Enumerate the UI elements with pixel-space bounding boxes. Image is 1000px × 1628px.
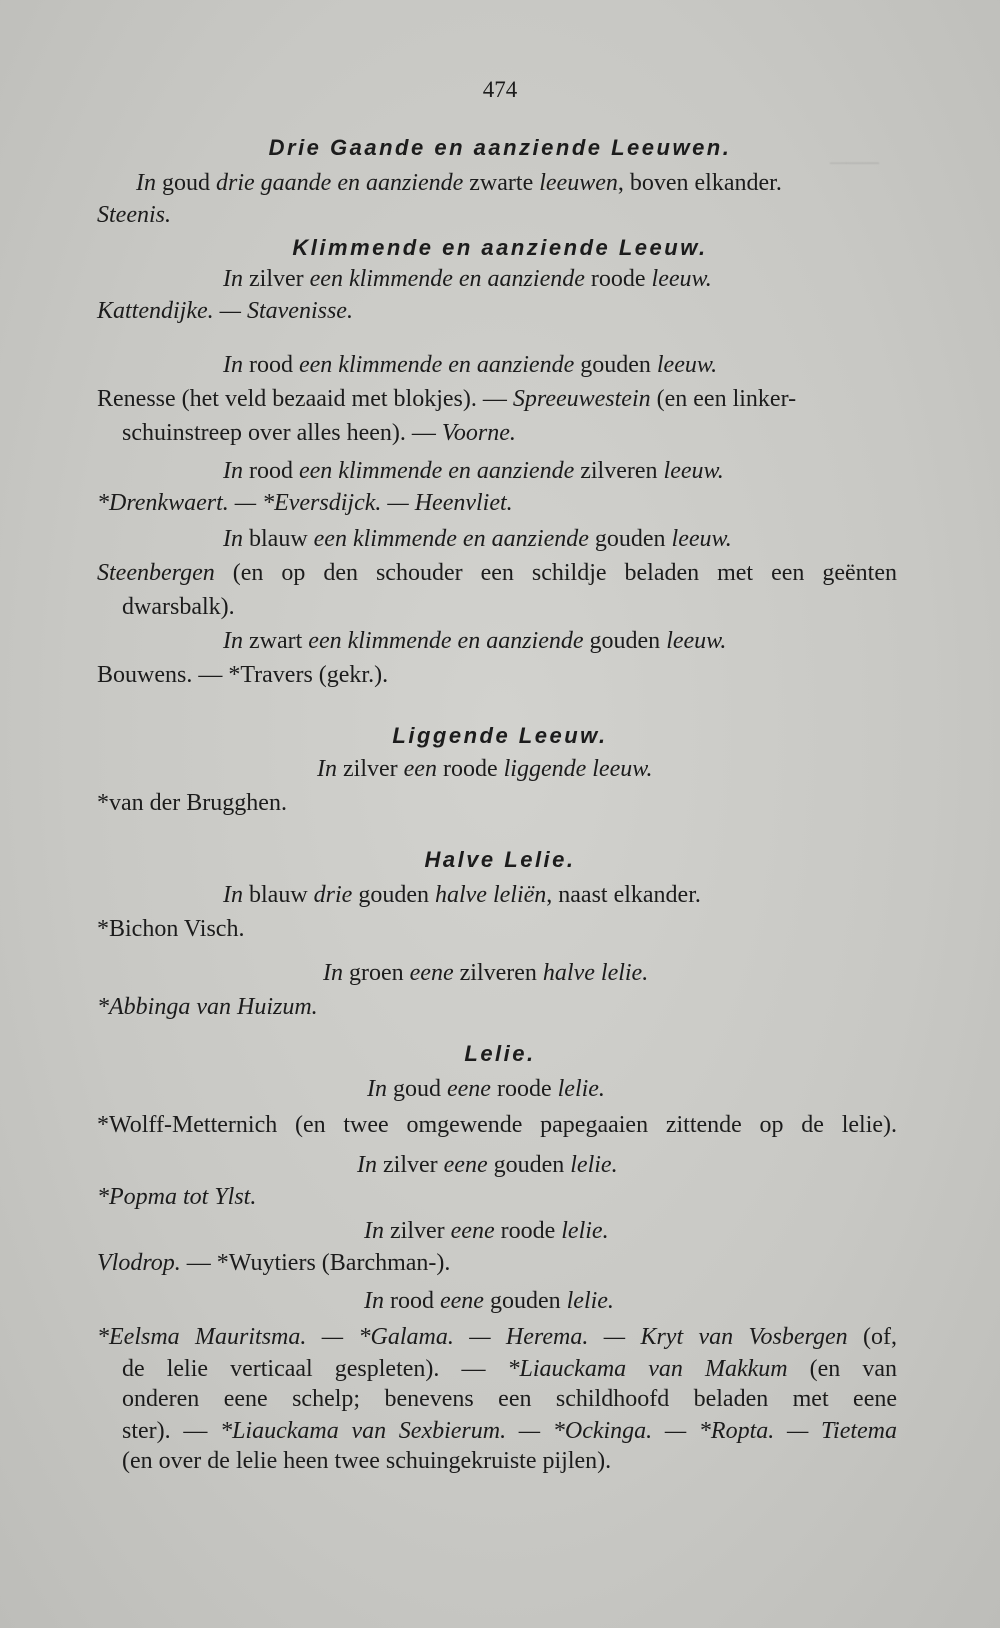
italic-text: In bbox=[367, 1076, 387, 1102]
italic-text: Spreeuwestein bbox=[512, 386, 651, 412]
italic-text: halve leliën bbox=[434, 882, 547, 908]
text-line bbox=[97, 488, 513, 518]
italic-text: In bbox=[357, 1152, 377, 1178]
roman-text: (en een linker- bbox=[650, 386, 797, 412]
italic-text: lelie. bbox=[557, 1076, 605, 1102]
roman-text: gouden bbox=[352, 882, 435, 908]
italic-text: drie bbox=[313, 882, 353, 908]
roman-text: gouden bbox=[483, 1288, 567, 1314]
text-line bbox=[97, 914, 244, 944]
roman-text: zilver bbox=[384, 1218, 451, 1244]
text-line bbox=[223, 456, 724, 486]
roman-text: (en over de lelie heen twee schuingekruiste pijlen). bbox=[122, 1448, 612, 1474]
italic-text: eene bbox=[447, 1076, 491, 1102]
roman-text: rood bbox=[384, 1288, 440, 1314]
roman-text: rood bbox=[243, 458, 299, 484]
roman-text: (en van bbox=[787, 1356, 897, 1382]
roman-text: Bouwens. — *Travers (gekr.). bbox=[97, 662, 389, 688]
page-number: 474 bbox=[482, 77, 518, 102]
italic-text: In bbox=[223, 352, 243, 378]
text-line bbox=[97, 1182, 256, 1212]
italic-text: *Popma tot Ylst. bbox=[97, 1184, 257, 1210]
roman-text: ster). — bbox=[122, 1418, 221, 1444]
text-line bbox=[97, 1248, 450, 1278]
roman-text: roode bbox=[494, 1218, 562, 1244]
italic-text: In bbox=[323, 960, 343, 986]
italic-text: *Liauckama van Sexbierum. — *Ockinga. — *Ropta. — Tietema bbox=[220, 1418, 898, 1444]
section-heading: Liggende Leeuw. bbox=[392, 723, 608, 748]
italic-text: In bbox=[223, 458, 243, 484]
text-line bbox=[97, 384, 796, 414]
roman-text: Renesse (het veld bezaaid met blokjes). — bbox=[97, 386, 513, 412]
roman-text: goud bbox=[156, 170, 216, 196]
italic-text: eene bbox=[440, 1288, 484, 1314]
italic-text: een klimmende en aanziende bbox=[299, 458, 575, 484]
roman-text: zwart bbox=[243, 628, 309, 654]
text-line bbox=[357, 1150, 618, 1180]
roman-text: *van der Brugghen. bbox=[97, 790, 287, 816]
roman-text: blauw bbox=[243, 526, 314, 552]
roman-text: blauw bbox=[243, 882, 314, 908]
text-line bbox=[317, 754, 652, 784]
text-line bbox=[122, 1446, 611, 1476]
roman-text: (of, bbox=[847, 1324, 897, 1350]
text-line bbox=[97, 1110, 897, 1140]
italic-text: *Eelsma Mauritsma. — *Galama. — Herema. — Kryt van Vosbergen bbox=[97, 1324, 848, 1350]
italic-text: Steenis. bbox=[97, 202, 171, 228]
text-line bbox=[136, 168, 782, 198]
roman-text: gouden bbox=[487, 1152, 571, 1178]
text-line bbox=[97, 200, 171, 230]
roman-text: *Wolff-Metternich (en twee omgewende papegaaien zittende op de lelie). bbox=[97, 1112, 897, 1138]
italic-text: een klimmende en aanziende bbox=[309, 266, 585, 292]
roman-text: dwarsbalk). bbox=[122, 594, 235, 620]
italic-text: eene bbox=[409, 960, 454, 986]
text-line bbox=[223, 524, 732, 554]
italic-text: lelie. bbox=[570, 1152, 618, 1178]
text-line bbox=[122, 1416, 897, 1446]
text-line bbox=[97, 558, 897, 588]
text-line bbox=[122, 592, 235, 622]
text-line bbox=[223, 880, 701, 910]
text-line bbox=[223, 626, 726, 656]
text-line bbox=[364, 1286, 614, 1316]
roman-text: onderen eene schelp; benevens een schildhoofd beladen met eene bbox=[122, 1386, 897, 1412]
italic-text: halve lelie. bbox=[542, 960, 649, 986]
roman-text: (en op den schouder een schildje beladen met een geënten bbox=[214, 560, 897, 586]
roman-text: zilveren bbox=[574, 458, 664, 484]
italic-text: In bbox=[223, 266, 243, 292]
italic-text: leeuw. bbox=[651, 266, 712, 292]
roman-text: zilver bbox=[243, 266, 310, 292]
italic-text: In bbox=[317, 756, 337, 782]
italic-text: In bbox=[223, 628, 243, 654]
italic-text: eene bbox=[450, 1218, 495, 1244]
italic-text: een klimmende en aanziende bbox=[313, 526, 589, 552]
italic-text: Vlodrop. bbox=[97, 1250, 181, 1276]
text-line bbox=[97, 296, 353, 326]
text-line bbox=[223, 264, 712, 294]
roman-text: roode bbox=[436, 756, 504, 782]
roman-text: roode bbox=[584, 266, 652, 292]
italic-text: leeuwen bbox=[539, 170, 618, 196]
italic-text: liggende leeuw. bbox=[503, 756, 653, 782]
roman-text: , boven elkander. bbox=[617, 170, 782, 196]
italic-text: eene bbox=[443, 1152, 488, 1178]
italic-text: In bbox=[136, 170, 156, 196]
text-line bbox=[323, 958, 648, 988]
text-line bbox=[122, 1384, 897, 1414]
roman-text: groen bbox=[343, 960, 410, 986]
text-line bbox=[367, 1074, 605, 1104]
section-heading: Halve Lelie. bbox=[424, 847, 576, 872]
section-heading: Drie Gaande en aanziende Leeuwen. bbox=[268, 135, 732, 160]
italic-text: drie gaande en aanziende bbox=[216, 170, 464, 196]
roman-text: — *Wuytiers (Barchman-). bbox=[180, 1250, 451, 1276]
italic-text: *Liauckama van Makkum bbox=[507, 1356, 788, 1382]
roman-text: *Bichon Visch. bbox=[97, 916, 245, 942]
italic-text: Steenbergen bbox=[97, 560, 215, 586]
italic-text: In bbox=[223, 526, 243, 552]
text-line bbox=[122, 1354, 897, 1384]
text-line bbox=[97, 1322, 897, 1352]
roman-text: zwarte bbox=[463, 170, 540, 196]
roman-text: gouden bbox=[583, 628, 667, 654]
italic-text: Kattendijke. — Stavenisse. bbox=[97, 298, 353, 324]
italic-text: Voorne. bbox=[441, 420, 516, 446]
italic-text: een bbox=[403, 756, 437, 782]
text-line bbox=[97, 660, 388, 690]
roman-text: , naast elkander. bbox=[546, 882, 701, 908]
italic-text: In bbox=[364, 1288, 384, 1314]
italic-text: een klimmende en aanziende bbox=[308, 628, 584, 654]
roman-text: zilveren bbox=[453, 960, 543, 986]
italic-text: *Abbinga van Huizum. bbox=[97, 994, 318, 1020]
italic-text: leeuw. bbox=[666, 628, 727, 654]
roman-text: rood bbox=[243, 352, 299, 378]
text-line bbox=[223, 350, 717, 380]
italic-text: leeuw. bbox=[663, 458, 724, 484]
italic-text: lelie. bbox=[561, 1218, 609, 1244]
section-heading: Lelie. bbox=[464, 1041, 536, 1066]
bleed-through-texture: ─── bbox=[830, 150, 879, 175]
italic-text: *Drenkwaert. — *Eversdijck. — Heenvliet. bbox=[97, 490, 513, 516]
section-heading: Klimmende en aanziende Leeuw. bbox=[292, 235, 708, 260]
text-line bbox=[97, 788, 287, 818]
roman-text: zilver bbox=[377, 1152, 444, 1178]
italic-text: leeuw. bbox=[671, 526, 732, 552]
roman-text: de lelie verticaal gespleten). — bbox=[122, 1356, 508, 1382]
roman-text: zilver bbox=[337, 756, 404, 782]
italic-text: In bbox=[223, 882, 243, 908]
text-line bbox=[97, 992, 318, 1022]
roman-text: gouden bbox=[588, 526, 672, 552]
italic-text: een klimmende en aanziende bbox=[299, 352, 575, 378]
roman-text: goud bbox=[387, 1076, 447, 1102]
text-line bbox=[364, 1216, 609, 1246]
italic-text: In bbox=[364, 1218, 384, 1244]
text-line bbox=[122, 418, 516, 448]
roman-text: gouden bbox=[574, 352, 657, 378]
roman-text: roode bbox=[490, 1076, 558, 1102]
italic-text: leeuw. bbox=[656, 352, 718, 378]
italic-text: lelie. bbox=[566, 1288, 614, 1314]
roman-text: schuinstreep over alles heen). — bbox=[122, 420, 442, 446]
